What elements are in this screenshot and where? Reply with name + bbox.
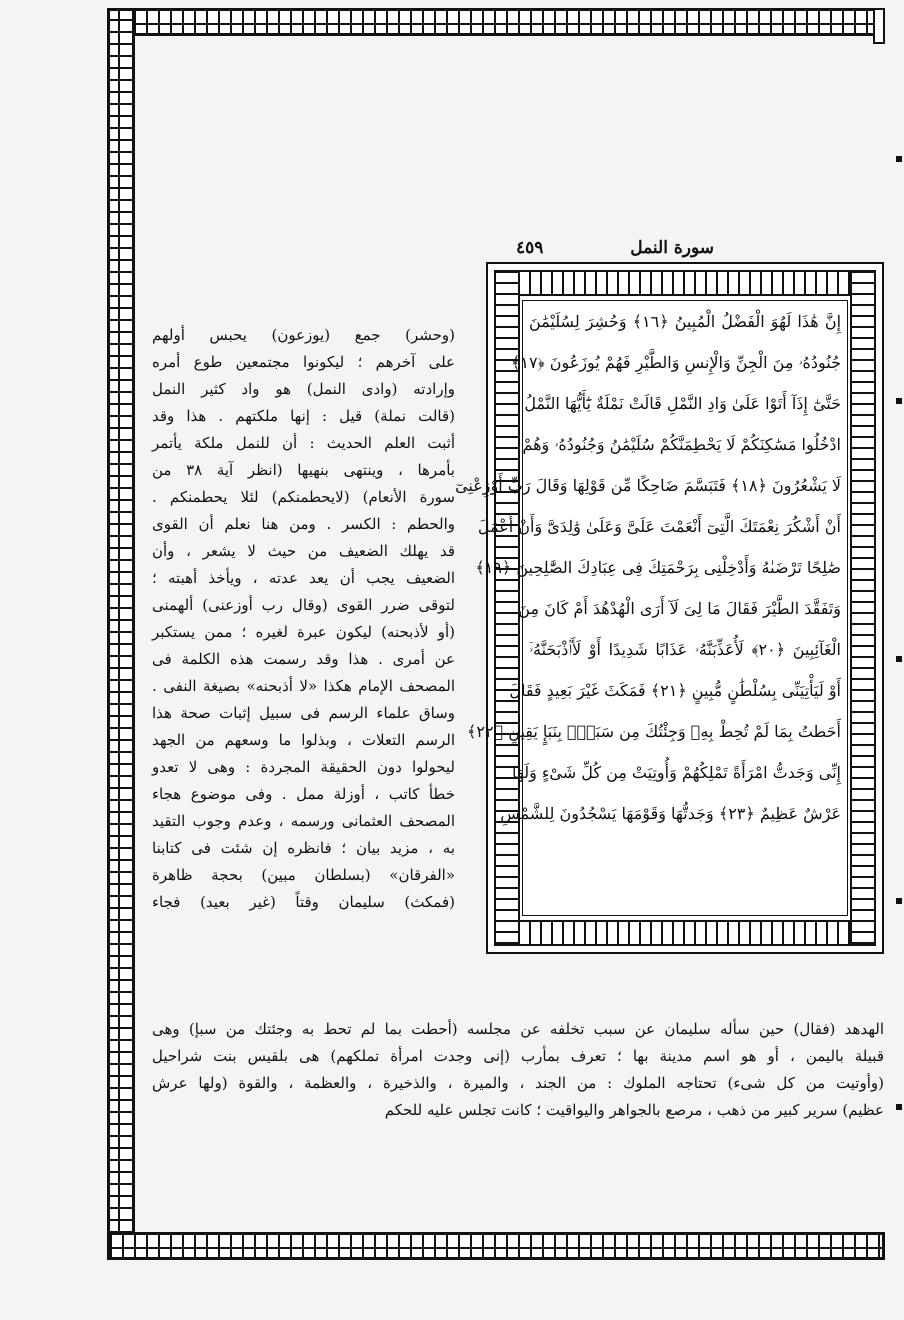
verse-line: صَٰلِحًا تَرْضَىٰهُ وَأَدْخِلْنِى بِرَحْمَتِكَ فِى عِبَادِكَ الصَّٰلِحِينَ ﴿١٩﴾	[475, 558, 841, 577]
verse-line: أَحَطتُ بِمَا لَمْ تُحِطْ بِهِۦ وَجِئْتُكَ مِن سَبَإٍۭ بِنَبَإٍ يَقِينٍ ﴿٢٢﴾	[467, 722, 841, 741]
commentary-line: بأمرها ، وينتهى بنهيها (انظر آية ٣٨ من	[152, 461, 455, 479]
frame-ornament-right	[850, 270, 876, 946]
commentary-line: المصحف العثمانى ورسمه ، وعدم وجوب التقيد	[152, 812, 455, 830]
left-ornamental-border	[107, 8, 135, 1260]
margin-mark	[896, 1104, 902, 1110]
commentary-line: (فمكث) سليمان وقتاً (غير بعيد) فجاء	[152, 893, 455, 911]
verse-line: وَتَفَقَّدَ الطَّيْرَ فَقَالَ مَا لِىَ لَآ أَرَى الْهُدْهُدَ أَمْ كَانَ مِنَ	[518, 599, 841, 618]
quran-text-frame	[455, 262, 884, 954]
commentary-line: (قالت نملة) قيل : إنها ملكتهم . هذا وقد	[152, 407, 455, 425]
verse-line: عَرْشٌ عَظِيمٌ ﴿٢٣﴾ وَجَدتُّهَا وَقَوْمَهَا يَسْجُدُونَ لِلشَّمْسِ	[500, 804, 841, 823]
commentary-line: على آخرهم ؛ ليكونوا مجتمعين طوع أمره	[152, 353, 455, 371]
verse-line: ادْخُلُوا مَسَٰكِنَكُمْ لَا يَحْطِمَنَّكُمْ سُلَيْمَٰنُ وَجُنُودُهُۥ وَهُمْ	[522, 435, 841, 454]
commentary-line: والحطم : الكسر . ومن هنا نعلم أن القوى	[152, 515, 455, 533]
margin-mark	[896, 898, 902, 904]
quran-page-header	[486, 238, 884, 262]
commentary-line: سورة الأنعام) (لايحطمنكم) لئلا يحطمنكم .	[152, 488, 455, 506]
commentary-line: قبيلة باليمن ، أو هو اسم مدينة بها ؛ تعرف بمأرب (إنى وجدت امرأة تملكهم) هى بلقيس بنت شراحيل	[152, 1047, 884, 1065]
margin-mark	[896, 156, 902, 162]
bottom-ornamental-border	[107, 1232, 885, 1260]
verse-line: إِنِّى وَجَدتُّ امْرَأَةً تَمْلِكُهُمْ وَأُوتِيَتْ مِن كُلِّ شَىْءٍ وَلَهَا	[511, 763, 841, 782]
commentary-line: وساق علماء الرسم فى سبيل إثبات صحة هذا	[152, 704, 455, 722]
verse-line: لَا يَشْعُرُونَ ﴿١٨﴾ فَتَبَسَّمَ ضَاحِكًا مِّن قَوْلِهَا وَقَالَ رَبِّ أَوْزِعْنِىٓ	[455, 476, 841, 495]
commentary-line: عظيم) سرير كبير من ذهب ، مرصع بالجواهر واليواقيت ؛ كانت تجلس عليه للحكم	[384, 1101, 884, 1119]
top-right-border-corner	[873, 8, 885, 44]
commentary-line: قد يهلك الضعيف من حيث لا يشعر ، وأن	[152, 542, 455, 560]
verse-line: أَنْ أَشْكُرَ نِعْمَتَكَ الَّتِىٓ أَنْعَمْتَ عَلَىَّ وَعَلَىٰ وَٰلِدَىَّ وَأَنْ أَعْمَلَ	[477, 517, 841, 536]
top-ornamental-border	[107, 8, 885, 36]
commentary-line: ليحولوا دون الحقيقة المجردة : وهى لا تعدو	[152, 758, 455, 776]
commentary-line: الضعيف يجب أن يعد عدته ، ويأخذ أهبته ؛	[152, 569, 455, 587]
page-number: ٤٥٩	[516, 238, 544, 258]
commentary-line: الرسم التعلات ، وبذلوا ما وسعهم من الجهد	[152, 731, 455, 749]
commentary-line: وإرادته (وادى النمل) هو واد كثير النمل	[152, 380, 455, 398]
commentary-line: (وأوتيت من كل شىء) تحتاجه الملوك : من الجند ، والميرة ، والذخيرة ، والعظمة ، والقوة (ولها عرش	[152, 1074, 884, 1092]
verse-line: أَوْ لَيَأْتِيَنِّى بِسُلْطَٰنٍ مُّبِينٍ ﴿٢١﴾ فَمَكَثَ غَيْرَ بَعِيدٍ فَقَالَ	[509, 681, 841, 700]
commentary-line: «الفرقان» (بسلطان مبين) بحجة ظاهرة	[152, 866, 455, 884]
commentary-line: به ، مزيد بيان ؛ فانظره إن شئت فى كتابنا	[152, 839, 455, 857]
commentary-line: خطأ كاتب ، أوزلة ممل . وفى موضوع هجاء	[152, 785, 455, 803]
frame-ornament-top	[494, 270, 876, 296]
verse-line	[523, 875, 847, 916]
commentary-line: لتوقى ضرر القوى (وقال رب أوزعنى) ألهمنى	[152, 596, 455, 614]
sura-name: سورة النمل	[630, 238, 714, 258]
commentary-line: الهدهد (فقال) حين سأله سليمان عن سبب تخلفه عن مجلسه (أحطت بما لم تحط به وجئتك من سبإ) وهى	[152, 1020, 884, 1038]
verse-line: حَتَّىٰٓ إِذَآ أَتَوْا عَلَىٰ وَادِ النَّمْلِ قَالَتْ نَمْلَةٌ يَٰٓأَيُّهَا النَّمْلُ	[524, 394, 841, 413]
commentary-line: أثبت العلم الحديث : أن للنمل ملكة يأتمر	[152, 434, 455, 452]
verses-block	[455, 300, 848, 916]
verse-line: إِنَّ هَٰذَا لَهُوَ الْفَضْلُ الْمُبِينُ ﴿١٦﴾ وَحُشِرَ لِسُلَيْمَٰنَ	[529, 312, 842, 331]
verse-line: جُنُودُهُۥ مِنَ الْجِنِّ وَالْإِنسِ وَالطَّيْرِ فَهُمْ يُوزَعُونَ ﴿١٧﴾	[511, 353, 841, 372]
commentary-line: (وحشر) جمع (يوزعون) يحبس أولهم	[152, 326, 455, 344]
verse-line: الْغَآئِبِينَ ﴿٢٠﴾ لَأُعَذِّبَنَّهُۥ عَذَابًا شَدِيدًا أَوْ لَأَا۟ذْبَحَنَّهُۥٓ	[529, 640, 841, 659]
commentary-line: (أو لأذبحنه) ليكون عبرة لغيره ؛ ممن يستكبر	[152, 623, 455, 641]
margin-mark	[896, 398, 902, 404]
verse-line	[523, 834, 847, 875]
frame-ornament-bottom	[494, 920, 876, 946]
margin-mark	[896, 656, 902, 662]
commentary-line: المصحف الإمام هكذا «لا أذبحنه» بصيغة النفى .	[152, 677, 455, 695]
commentary-line: عن أمرى . هذا وقد رسمت هذه الكلمة فى	[152, 650, 455, 668]
